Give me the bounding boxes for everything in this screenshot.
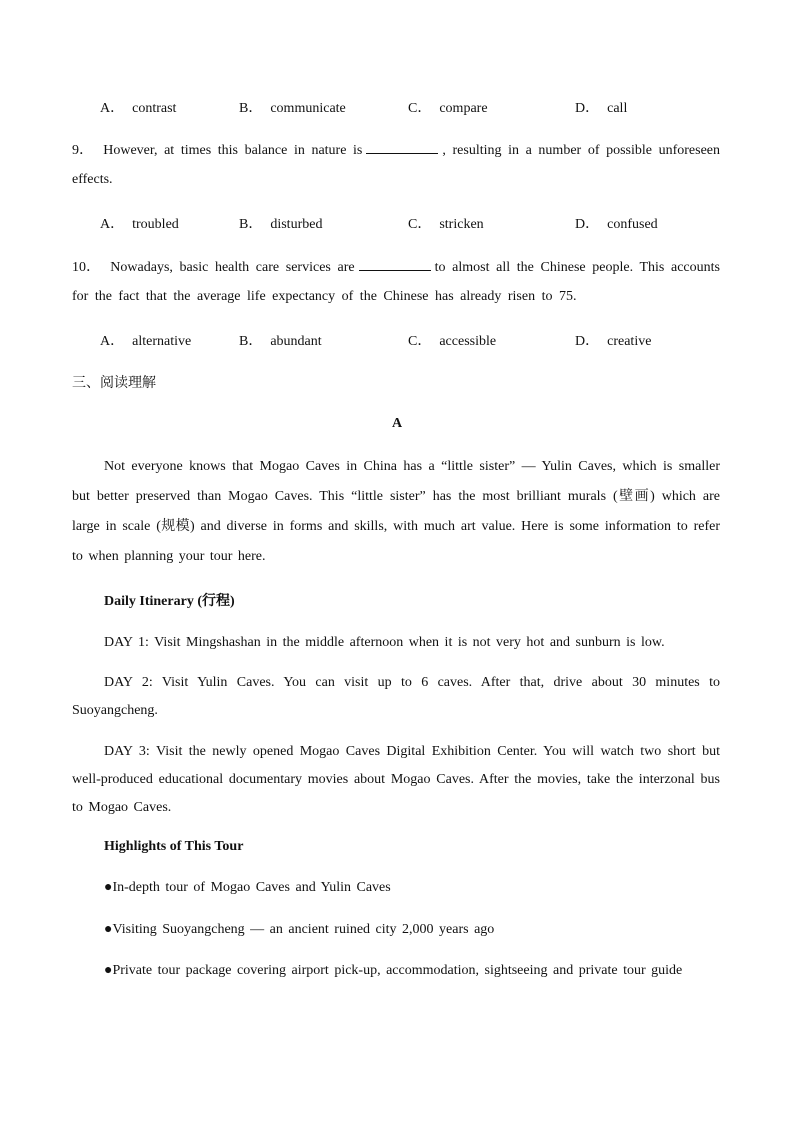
q10-option-a[interactable]: A． alternative: [100, 334, 192, 349]
q10-options: [100, 330, 740, 350]
q8-option-d[interactable]: D． call: [575, 101, 628, 116]
q8-option-a[interactable]: A． contrast: [100, 101, 177, 116]
question-9: 9． However, at times this balance in nature is , resulting in a number of possible unforeseen effects.: [72, 136, 720, 194]
q8-option-b[interactable]: B． communicate: [239, 101, 346, 116]
q9-options: [100, 213, 740, 233]
q8-option-c[interactable]: C． compare: [408, 101, 488, 116]
itinerary-day-1: DAY 1: Visit Mingshashan in the middle afternoon when it is not very hot and sunburn is low.: [104, 635, 665, 650]
itinerary-day-3: DAY 3: Visit the newly opened Mogao Caves Digital Exhibition Center. You will watch two short but well-produced educational documentary movies about Mogao Caves. After the movies, take the interzonal bus to Mogao Caves.: [72, 744, 720, 815]
q8-options: [100, 97, 740, 117]
answer-blank[interactable]: [366, 139, 438, 154]
highlights-heading: Highlights of This Tour: [104, 839, 244, 854]
passage-letter: A: [391, 416, 403, 431]
q9-option-c[interactable]: C． stricken: [408, 217, 484, 232]
q10-option-d[interactable]: D． creative: [575, 334, 652, 349]
q9-option-d[interactable]: D． confused: [575, 217, 658, 232]
q9-option-b[interactable]: B． disturbed: [239, 217, 323, 232]
itinerary-day-2: DAY 2: Visit Yulin Caves. You can visit up to 6 caves. After that, drive about 30 minutes to Suoyangcheng.: [72, 675, 720, 718]
section-title: 三、阅读理解: [72, 375, 156, 391]
question-10: 10． Nowadays, basic health care services are to almost all the Chinese people. This accounts for the fact that the average life expectancy of the Chinese has already risen to 75.: [72, 253, 720, 311]
q10-option-c[interactable]: C． accessible: [408, 334, 497, 349]
highlight-item: ●Visiting Suoyangcheng — an ancient ruined city 2,000 years ago: [104, 922, 495, 937]
highlight-item: ●Private tour package covering airport pick-up, accommodation, sightseeing and private tour guide: [104, 963, 683, 978]
answer-blank[interactable]: [359, 256, 431, 271]
itinerary-heading: Daily Itinerary (行程): [104, 594, 235, 609]
highlight-item: ●In-depth tour of Mogao Caves and Yulin Caves: [104, 880, 391, 895]
q9-option-a[interactable]: A． troubled: [100, 217, 179, 232]
q10-option-b[interactable]: B． abundant: [239, 334, 322, 349]
passage-intro: Not everyone knows that Mogao Caves in China has a “little sister” — Yulin Caves, which is smaller but better preserved than Mogao Caves. This “little sister” has the most brilliant murals (壁画) which are large in scale (规模) and diverse in forms and skills, with much art value. Here is some information to refer to when planning your tour here.: [72, 459, 720, 564]
